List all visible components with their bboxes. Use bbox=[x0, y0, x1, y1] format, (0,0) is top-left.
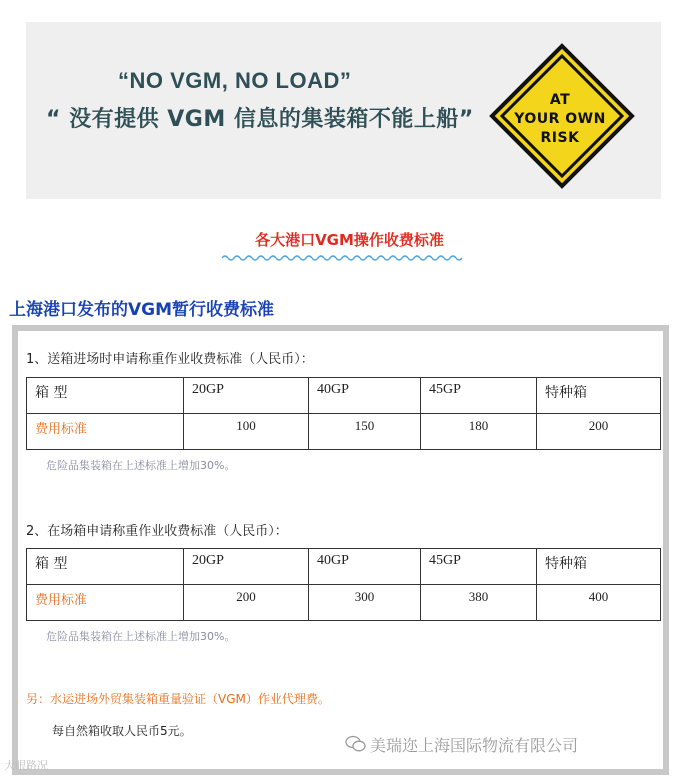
warning-sign-icon bbox=[488, 42, 636, 190]
table-cell: 300 bbox=[309, 585, 421, 621]
table-cell: 400 bbox=[537, 585, 661, 621]
table-row bbox=[27, 378, 661, 414]
wechat-icon bbox=[345, 735, 367, 753]
table-cell: 费用标准 bbox=[27, 585, 184, 621]
table-cell: 特种箱 bbox=[537, 378, 661, 414]
table-cell: 100 bbox=[184, 414, 309, 450]
fee-table-2 bbox=[26, 548, 661, 621]
company-watermark: 美瑞迩上海国际物流有限公司 bbox=[370, 736, 579, 755]
table2-heading: 2、在场箱申请称重作业收费标准（人民币）： bbox=[26, 524, 288, 539]
vgm-banner bbox=[26, 22, 661, 199]
table-cell: 45GP bbox=[421, 549, 537, 585]
table-cell: 150 bbox=[309, 414, 421, 450]
table-cell: 40GP bbox=[309, 378, 421, 414]
table1-note: 危险品集装箱在上述标准上增加30%。 bbox=[46, 459, 236, 472]
sign-line-at: AT bbox=[549, 92, 571, 108]
table2-note: 危险品集装箱在上述标准上增加30%。 bbox=[46, 630, 236, 643]
sign-line-your-own: YOUR OWN bbox=[514, 111, 606, 127]
table-row bbox=[27, 585, 661, 621]
table-cell: 45GP bbox=[421, 378, 537, 414]
shanghai-fee-heading: 上海港口发布的VGM暂行收费标准 bbox=[9, 300, 275, 320]
table-row bbox=[27, 414, 661, 450]
corner-watermark: 大眼路况 bbox=[4, 759, 48, 772]
agency-fee-note: 另：水运进场外贸集装箱重量验证（VGM）作业代理费。 bbox=[26, 692, 330, 706]
table-cell: 箱 型 bbox=[27, 549, 184, 585]
table1-heading: 1、送箱进场时申请称重作业收费标准（人民币）： bbox=[26, 352, 314, 367]
table-cell: 200 bbox=[537, 414, 661, 450]
section-title: 各大港口VGM操作收费标准 bbox=[255, 231, 444, 249]
table-cell: 箱 型 bbox=[27, 378, 184, 414]
table-cell: 20GP bbox=[184, 549, 309, 585]
table-cell: 特种箱 bbox=[537, 549, 661, 585]
table-cell: 20GP bbox=[184, 378, 309, 414]
wave-divider-icon bbox=[222, 254, 466, 262]
table-cell: 40GP bbox=[309, 549, 421, 585]
table-cell: 180 bbox=[421, 414, 537, 450]
table-cell: 380 bbox=[421, 585, 537, 621]
banner-slogan-chinese: “ 没有提供 VGM 信息的集装箱不能上船” bbox=[46, 107, 474, 132]
per-box-fee-note: 每自然箱收取人民币5元。 bbox=[52, 724, 192, 738]
fee-table-1 bbox=[26, 377, 661, 450]
table-cell: 200 bbox=[184, 585, 309, 621]
table-row bbox=[27, 549, 661, 585]
banner-slogan-english: “NO VGM, NO LOAD” bbox=[118, 68, 352, 93]
sign-line-risk: RISK bbox=[540, 130, 580, 146]
table-cell: 费用标准 bbox=[27, 414, 184, 450]
